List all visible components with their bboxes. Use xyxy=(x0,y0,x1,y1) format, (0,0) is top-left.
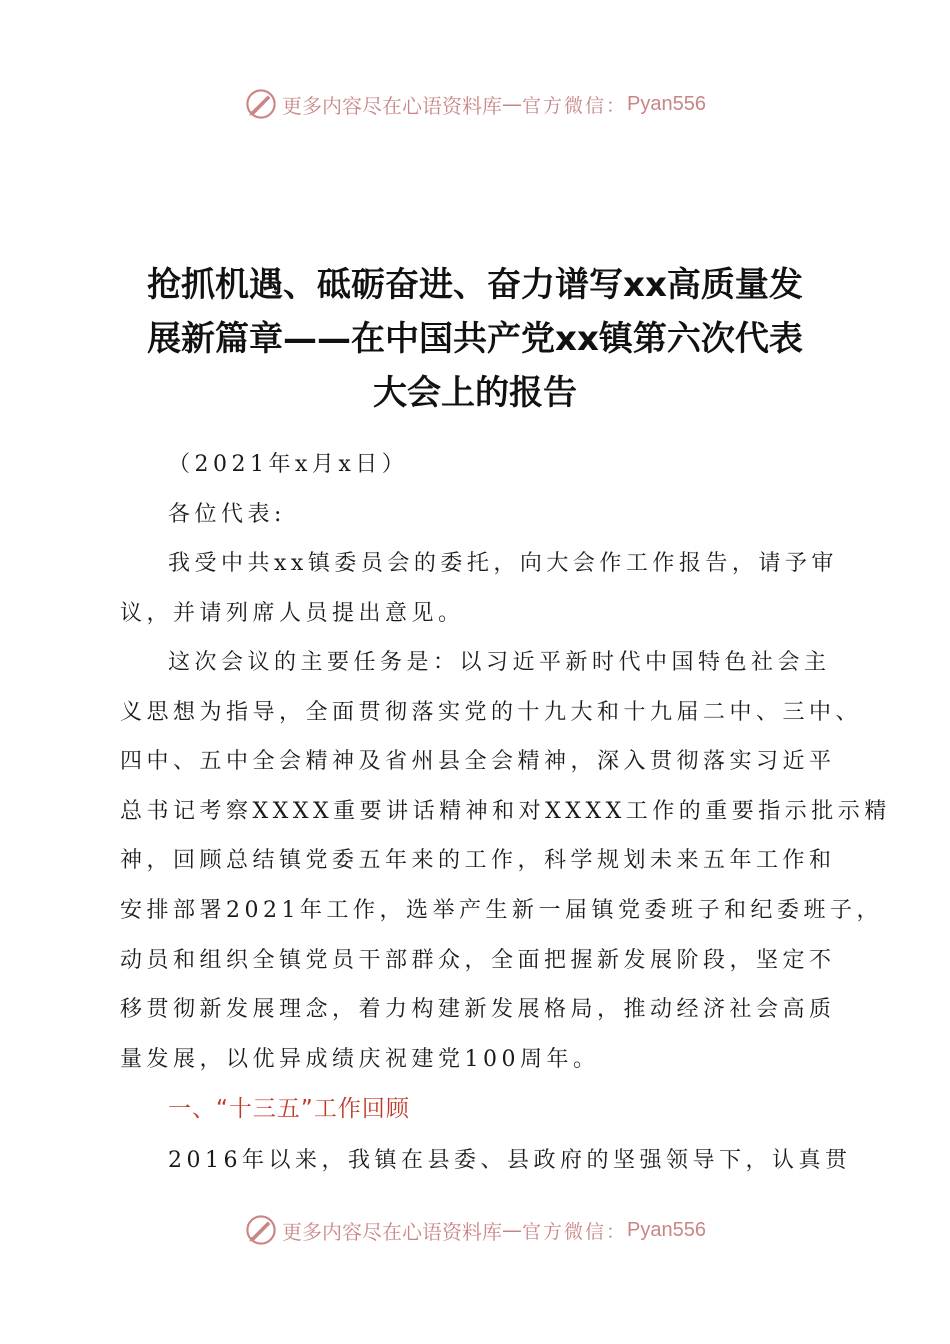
salutation: 各位代表: xyxy=(168,502,286,527)
document-title xyxy=(110,258,840,420)
paragraph-3 xyxy=(120,1136,852,1186)
watermark-wechat-id: Pyan556 xyxy=(627,1218,706,1241)
paragraph-line: 议，并请列席人员提出意见。 xyxy=(120,600,465,626)
watermark-label: 官方微信： xyxy=(522,1220,628,1243)
pen-logo-icon xyxy=(244,1213,278,1247)
watermark-separator: — xyxy=(502,1218,522,1242)
paragraph-2 xyxy=(120,638,891,1084)
paragraph-line: 量发展，以优异成绩庆祝建党100周年。 xyxy=(120,1046,600,1072)
paragraph-line: 我受中共xx镇委员会的委托，向大会作工作报告，请予审 xyxy=(168,551,838,576)
title-line-3: 大会上的报告 xyxy=(373,373,577,413)
paragraph-line: 义思想为指导，全面贯彻落实党的十九大和十九届二中、三中、 xyxy=(120,699,863,725)
watermark-text: 更多内容尽在心语资料库 xyxy=(282,93,502,118)
report-date: （2021年x月x日） xyxy=(168,452,409,477)
paragraph-line: 这次会议的主要任务是：以习近平新时代中国特色社会主 xyxy=(168,650,831,675)
watermark-label: 官方微信： xyxy=(522,94,628,117)
paragraph-line: 总书记考察XXXX重要讲话精神和对XXXX工作的重要指示批示精 xyxy=(120,798,891,824)
watermark-text: 更多内容尽在心语资料库 xyxy=(282,1219,502,1244)
watermark-wechat-id: Pyan556 xyxy=(627,92,706,115)
title-line-1: 抢抓机遇、砥砺奋进、奋力谱写xx高质量发 xyxy=(147,265,803,305)
footer-watermark xyxy=(0,1210,950,1250)
title-line-2: 展新篇章——在中国共产党xx镇第六次代表 xyxy=(147,319,803,359)
pen-logo-icon xyxy=(244,87,278,121)
paragraph-line: 四中、五中全会精神及省州县全会精神，深入贯彻落实习近平 xyxy=(120,749,836,775)
paragraph-line: 2016年以来，我镇在县委、县政府的坚强领导下，认真贯 xyxy=(168,1148,852,1173)
paragraph-line: 动员和组织全镇党员干部群众，全面把握新发展阶段，坚定不 xyxy=(120,947,836,973)
paragraph-1 xyxy=(120,539,838,638)
paragraph-line: 安排部署2021年工作，选举产生新一届镇党委班子和纪委班子， xyxy=(120,897,883,923)
paragraph-line: 移贯彻新发展理念，着力构建新发展格局，推动经济社会高质 xyxy=(120,997,836,1023)
section-heading: 一、“十三五”工作回顾 xyxy=(168,1096,410,1122)
paragraph-line: 神，回顾总结镇党委五年来的工作，科学规划未来五年工作和 xyxy=(120,848,836,874)
watermark-separator: — xyxy=(502,92,522,116)
header-watermark xyxy=(0,84,950,124)
